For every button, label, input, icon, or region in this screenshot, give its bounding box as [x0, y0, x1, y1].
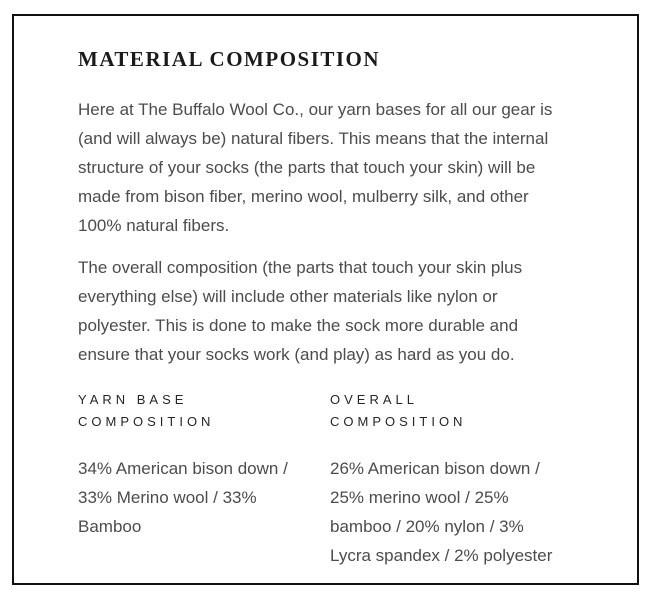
text-line: Bamboo [78, 517, 142, 536]
yarn-base-column-body [78, 454, 330, 541]
text-line: COMPOSITION [78, 414, 215, 429]
text-line: Here at The Buffalo Wool Co., our yarn bases for all our gear is [78, 100, 553, 119]
yarn-base-column [78, 389, 330, 570]
text-line: COMPOSITION [330, 414, 467, 429]
text-line: YARN BASE [78, 392, 188, 407]
section-title: MATERIAL COMPOSITION [78, 47, 381, 71]
text-line: 100% natural fibers. [78, 216, 230, 235]
text-line: (and will always be) natural fibers. This means that the internal [78, 129, 549, 148]
text-line: bamboo / 20% nylon / 3% [330, 517, 524, 536]
overall-column-body [330, 454, 582, 570]
text-line: everything else) will include other materials like nylon or [78, 287, 498, 306]
text-line: 26% American bison down / [330, 459, 540, 478]
text-line: structure of your socks (the parts that touch your skin) will be [78, 158, 536, 177]
overall-paragraph [78, 253, 597, 369]
text-line: Lycra spandex / 2% polyester [330, 546, 553, 565]
yarn-base-column-heading [78, 389, 330, 433]
text-line: OVERALL [330, 392, 418, 407]
intro-paragraph [78, 95, 597, 240]
composition-columns [78, 389, 597, 570]
material-composition-panel [12, 14, 639, 585]
overall-column [330, 389, 582, 570]
overall-column-heading [330, 389, 582, 433]
text-line: The overall composition (the parts that touch your skin plus [78, 258, 523, 277]
text-line: ensure that your socks work (and play) as hard as you do. [78, 345, 515, 364]
text-line: 34% American bison down / [78, 459, 288, 478]
text-line: made from bison fiber, merino wool, mulberry silk, and other [78, 187, 529, 206]
text-line: polyester. This is done to make the sock more durable and [78, 316, 519, 335]
text-line: 25% merino wool / 25% [330, 488, 509, 507]
text-line: 33% Merino wool / 33% [78, 488, 257, 507]
